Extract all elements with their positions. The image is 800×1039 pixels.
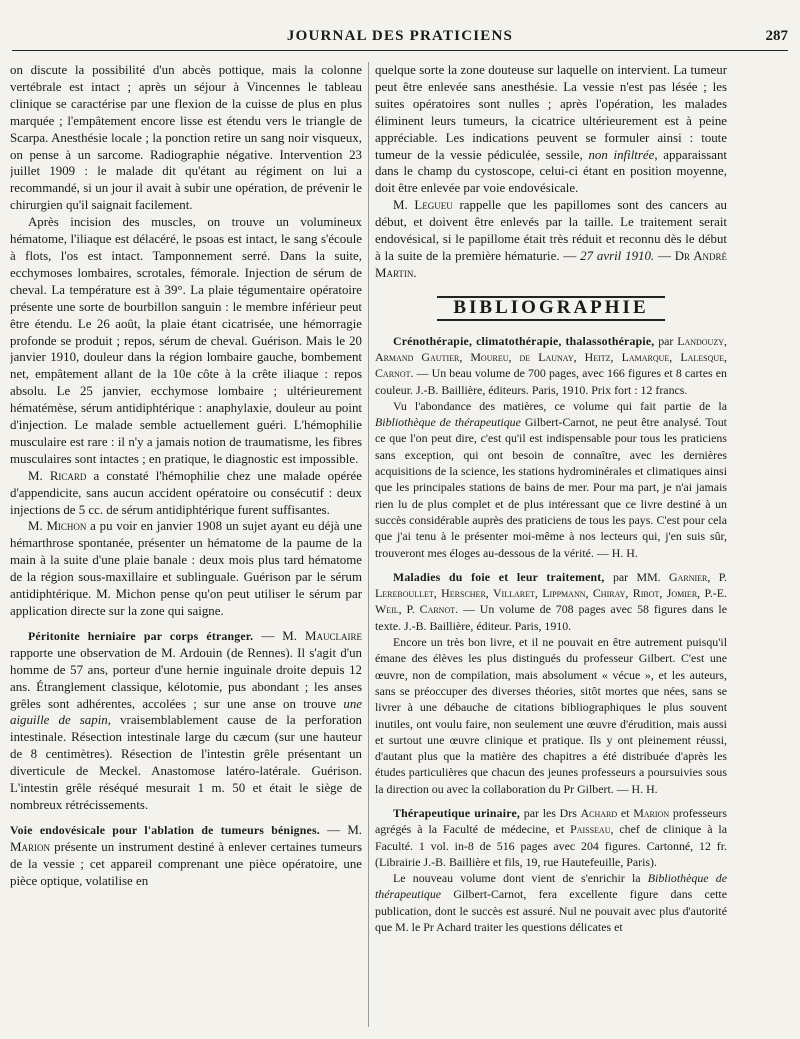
biblio-entry-therapeutique-urinaire: Thérapeutique urinaire, par les Drs Achard et Marion professeurs agrégés à la Faculté de médecine, et Paisseau, chef de clinique à la Faculté. 1 vol. in-8 de 516 pages avec 204 figures. Cartonné, 12 fr. (Librairie J.-B. Baillière et fils, 19, rue Hautefeuille, Paris). xyxy=(375,806,727,869)
paragraph-endovesical-continued: quelque sorte la zone douteuse sur laquelle on intervient. La tumeur peut être enlevée sans anesthésie. La vessie n'est pas lésée ; les suites opératoires sont nulles ; après l'opération, les malades éliminent leurs tumeurs, la cicatrice ultérieurement est à peine appréciable. Les indications peuvent se formuler ainsi : toute tumeur de la vessie pédiculée, sessile, non infiltrée, apparaissant dans le champ du cystoscope, celui-ci étant en position moyenne, doit être enlevée par voie endovésicale. xyxy=(375,63,727,196)
bibliographie-heading: BIBLIOGRAPHIE xyxy=(375,296,727,321)
book-author: Paisseau xyxy=(570,822,611,837)
paragraph-case-continued: on discute la possibilité d'un abcès pottique, mais la colonne vertébrale est intact ; après un séjour à Vincennes le tableau clinique se caractérise par une flexion de la cuisse de plus en plus marquée ; l'empâtement encore lisse est étendu vers le triangle de Scarpa. Anesthésie locale ; la ponction retire un sang noir visqueux, on pense à un sarcome. Radiographie négative. Intervention 23 juillet 1909 : le malade dit qu'étant au régiment on lui a recommandé, si un jour il avait à subir une opération, de prévenir le chirurgien qu'il saignait facilement. xyxy=(10,63,362,213)
book-title: Crénothérapie, climatothérapie, thalassothérapie, xyxy=(393,333,655,348)
book-authors: Landouzy, Armand Gautier, Moureu, de Launay, Heitz, Lamarque, Lalesque, Carnot. xyxy=(375,333,727,381)
biblio-entry-crenotherapie: Crénothérapie, climatothérapie, thalassothérapie, par Landouzy, Armand Gautier, Moureu, de Launay, Heitz, Lamarque, Lalesque, Carnot. — Un beau volume de 700 pages, avec 166 figures et 8 cartes en couleur. J.-B. Baillière, éditeurs. Paris, 1910. Prix fort : 12 francs. xyxy=(375,333,727,397)
book-title: Thérapeutique urinaire, xyxy=(393,806,521,820)
book-author: Marion xyxy=(633,806,670,820)
book-author: Achard xyxy=(580,806,618,820)
date: 27 avril 1910. xyxy=(580,248,655,263)
page-number: 287 xyxy=(765,28,788,44)
author-name: M. Michon xyxy=(28,519,87,534)
journal-title: JOURNAL DES PRATICIENS xyxy=(286,28,514,44)
author-name: M. Mauclaire xyxy=(282,628,362,643)
biblio-review-therapeutique-urinaire: Le nouveau volume dont vient de s'enrichir la Bibliothèque de thérapeutique Gilbert-Carnot, fera excellente figure dans cette publication, dont le succès est assuré. Nul ne pouvait avec plus d'autorité que M. le Pr Achard traiter les questions délicates et xyxy=(375,871,727,935)
biblio-review-foie: Encore un très bon livre, et il ne pouvait en être autrement puisqu'il émane des élèves les plus distingués du professeur Gilbert. C'est une œuvre, non de compilation, mais absolument « vécue », et les auteurs, sans se préoccuper des diverses théories, sitôt mortes que nées, sans se livrer à une débauche de citations bibliographiques le plus souvent inutiles, ont voulu faire, non seulement une œuvre d'érudition, mais aussi et surtout une œuvre clinique et pratique. Ils y ont pleinement réussi, d'autant plus que la matière des chapitres a été distribuée d'après les études particulières que chacun des jeunes professeurs a poursuivies sous la direction ou avec la collaboration du Pr Gilbert. — H. H. xyxy=(375,635,727,796)
paragraph-peritonite: Péritonite herniaire par corps étranger. — M. Mauclaire rapporte une observation de M. Ardouin (de Rennes). Il s'agit d'un homme de 57 ans, porteur d'une hernie inguinale droite depuis 12 ans. Étranglement classique, kélotomie, pus abondant ; les anses grêles sont adhérentes, accolées ; sur une anse on trouve une aiguille de sapin, vraisemblablement cause de la perforation intestinale. Résection intestinale large du cæcum (sur une hauteur de 8 centimètres). Résection de l'intestin grêle présentant un diverticule de Meckel. Anastomose latéro-latérale. Guérison. L'intestin grêle réséqué mesurait 1 m. 50 et était le siège de nombreux rétrécissements. xyxy=(10,628,362,812)
author-name: M. Ricard xyxy=(28,468,87,483)
column-divider xyxy=(368,62,369,1027)
bibliography-entries xyxy=(375,333,727,936)
running-head xyxy=(12,28,788,51)
left-column xyxy=(10,62,362,1027)
book-title: Maladies du foie et leur traitement, xyxy=(393,569,605,584)
paragraph-michon: M. Michon a pu voir en janvier 1908 un sujet ayant eu déjà une hémarthrose spontanée, présenter un hématome de la paume de la main à la suite d'une plaie banale : deux mois plus tard hématome de la région sous-maxillaire et sublinguale. Guérison par le sérum antidiphtérique. M. Michon pense qu'on peut utiliser le sérum par application directe sur la zone qui saigne. xyxy=(10,519,362,618)
biblio-entry-foie: Maladies du foie et leur traitement, par MM. Garnier, P. Lereboullet, Herscher, Villaret, Lippmann, Chiray, Ribot, Jomier, P.-E. Weil, P. Carnot. — Un volume de 708 pages avec 58 figures dans le texte. J.-B. Baillière, éditeur. Paris, 1910. xyxy=(375,569,727,633)
biblio-review-crenotherapie: Vu l'abondance des matières, ce volume qui fait partie de la Bibliothèque de thérapeutique Gilbert-Carnot, ne peut être analysé. Tout ce que l'on peut dire, c'est qu'il est indispensable pour tous les praticiens sans exception, qui ont besoin de connaître, avec les dernières acquisitions de la science, les stations hydrominérales et climatiques ainsi que les principales stations de bains de mer. Pour ma part, je n'ai jamais rien lu de plus complet et de plus intéressant que ce livre destiné à un succès considérable auprès des praticiens de tous les pays. C'est pour cela que j'ai tenu à le présenter moi-même à nos lecteurs qui, j'en suis sûr, trouveront mes éloges au-dessous de la vérité. — H. H. xyxy=(375,398,727,560)
author-name: M. Marion xyxy=(10,822,362,854)
paragraph-voie-endovesicale: Voie endovésicale pour l'ablation de tumeurs bénignes. — M. Marion présente un instrument destiné à enlever certaines tumeurs de la vessie ; cet appareil comprenant une pièce opératoire, une pièce optique, volatilise en xyxy=(10,822,362,888)
paragraph-operation: Après incision des muscles, on trouve un volumineux hématome, l'iliaque est délacéré, le psoas est intact, le sang s'écoule à flots, l'os est intact. Tamponnement serré. Dans la suite, ecchymoses lombaires, scrotales, fémorale. Injection de sérum de cheval. La température est à 39°. La plaie tégumentaire opératoire présente une sorte de bourbillon sanguin : le membre inférieur peut être étendu. Le 26 août, la plaie étant cicatrisée, une hémorragie profonde se produit ; repos, sérum de cheval. Guérison. Mais le 20 janvier 1910, douleur dans la région lombaire gauche, bombement net, empâtement allant de la 10e côte à la crête iliaque : repos absolu. Le 25 janvier, ecchymose lombaire ; ultérieurement hématémèse, sérum antidiphtérique : anaphylaxie, douleur au point d'injection. Le malade semble actuellement guéri. L'hémophilie musculaire est rare : il n'y a jamais notion de traumatisme, les fibres musculaires sont intactes ; en pratique, le diagnostic est impossible. xyxy=(10,215,362,466)
section-title-voie-endovesicale: Voie endovésicale pour l'ablation de tumeurs bénignes. xyxy=(10,822,320,837)
right-column xyxy=(375,62,727,1027)
section-title-peritonite: Péritonite herniaire par corps étranger. xyxy=(28,628,254,643)
paragraph-ricard: M. Ricard a constaté l'hémophilie chez une malade opérée d'appendicite, sans aucun accident opératoire ou consécutif : deux injections de 5 cc. de sérum antidiphtérique furent suffisantes. xyxy=(10,468,362,517)
paragraph-legueu: M. Legueu rappelle que les papillomes sont des cancers au début, et doivent être enlevés par la taille. Le traitement serait endovésical, si le papillome était très réduit et reconnu dès le début à la suite de la première hématurie. — 27 avril 1910. — Dr André Martin. xyxy=(375,198,727,280)
signature: — Dr André Martin. xyxy=(375,248,727,280)
author-name: M. Legueu xyxy=(393,198,453,213)
book-authors: Garnier, P. Lereboullet, Herscher, Villaret, Lippmann, Chiray, Ribot, Jomier, P.-E. Weil, P. Carnot. xyxy=(375,569,727,617)
